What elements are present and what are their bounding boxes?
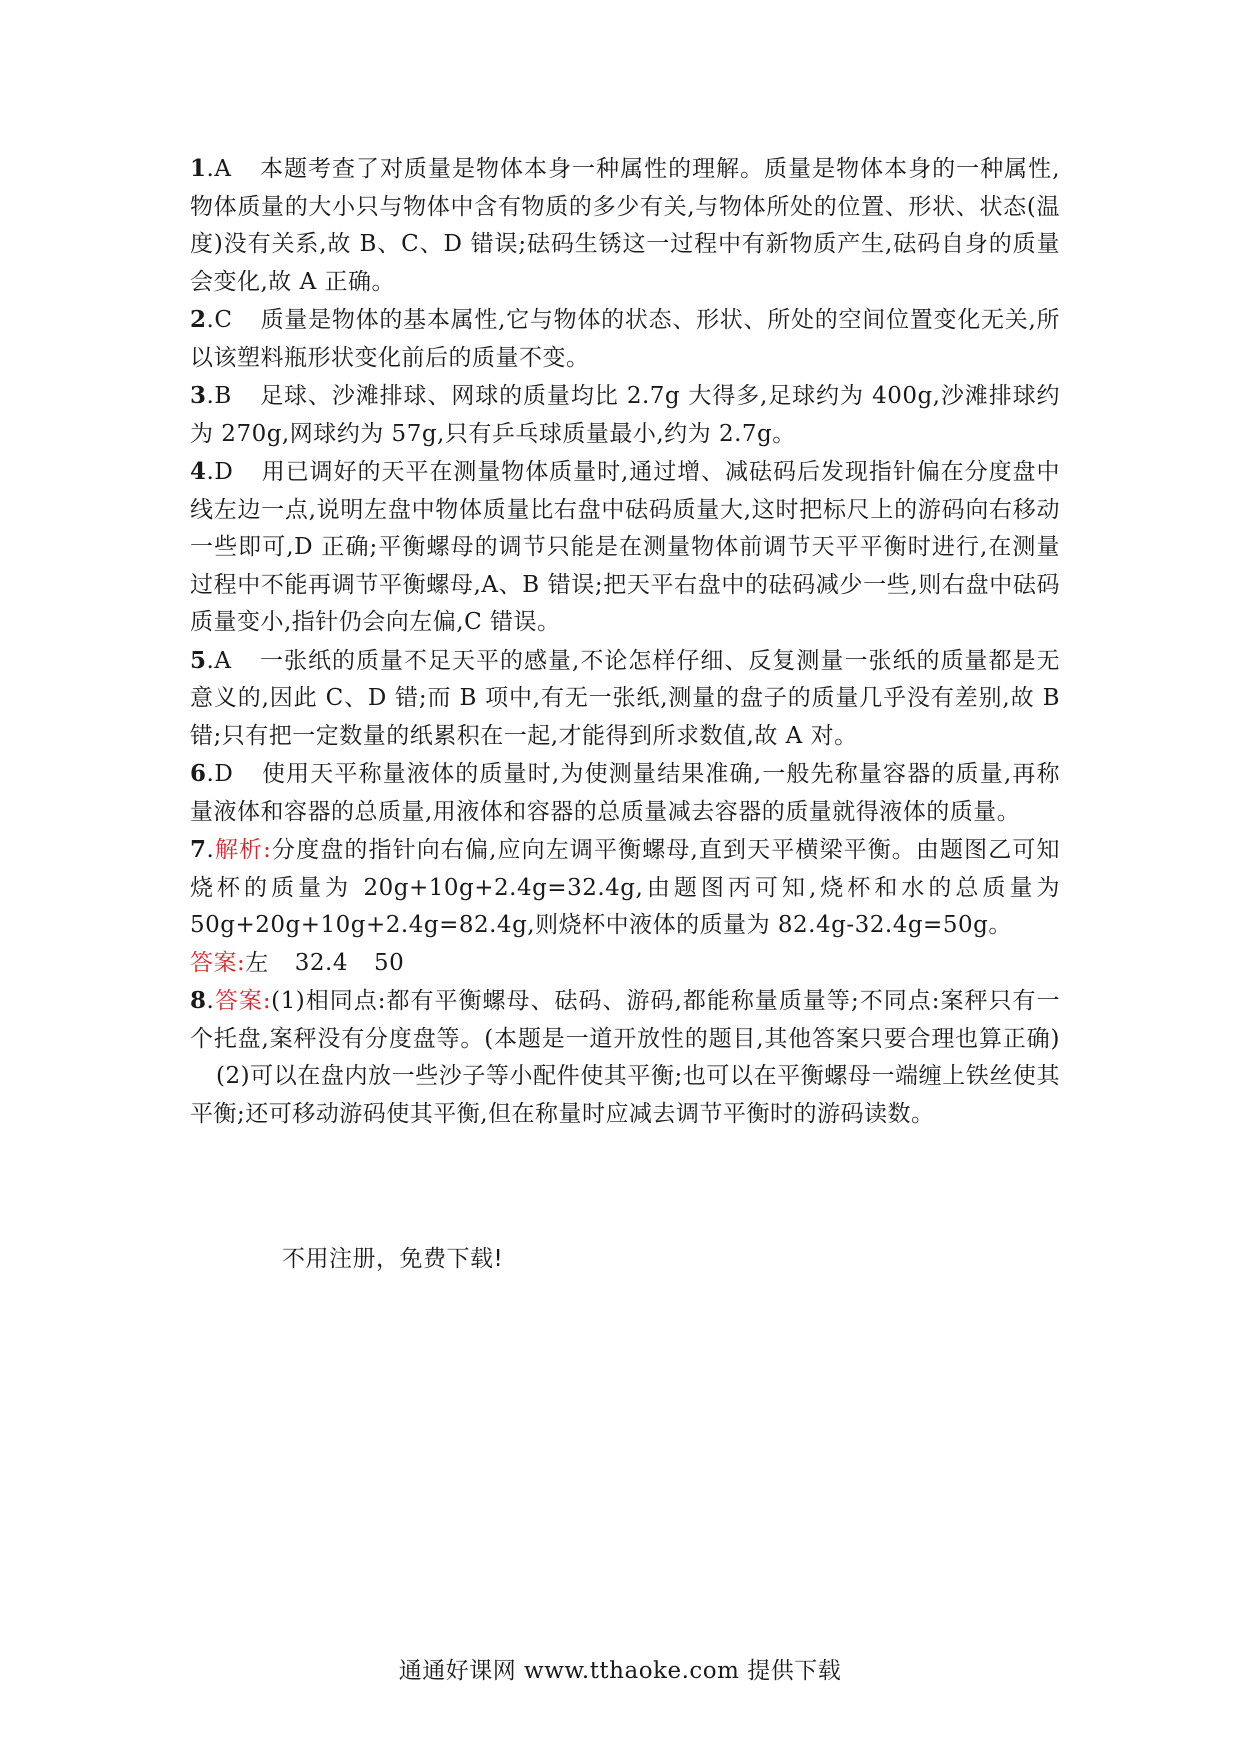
answer-list — [190, 150, 1060, 1133]
answer-item-8: 8.答案:(1)相同点:都有平衡螺母、砝码、游码,都能称量质量等;不同点:案秤只有一个托盘,案秤没有分度盘等。(本题是一道开放性的题目,其他答案只要合理也算正确)(2)可以在盘内放一些沙子等小配件使其平衡;也可以在平衡螺母一端缠上铁丝使其平衡;还可移动游码使其平衡,但在称量时应减去调节平衡时的游码读数。 — [190, 987, 1061, 1127]
item-explanation: 质量是物体的基本属性,它与物体的状态、形状、所处的空间位置变化无关,所以该塑料瓶形状变化前后的质量不变。 — [190, 307, 1060, 371]
page-footer: 通通好课网 www.tthaoke.com 提供下载 — [398, 1658, 842, 1684]
item-answer-letter: A — [214, 647, 232, 674]
free-download-notice: 不用注册，免费下载! — [282, 1246, 504, 1272]
answer-item-2: 2.C 质量是物体的基本属性,它与物体的状态、形状、所处的空间位置变化无关,所以该塑料瓶形状变化前后的质量不变。 — [190, 306, 1060, 371]
item-number: 4 — [190, 458, 207, 485]
item-explanation: 本题考查了对质量是物体本身一种属性的理解。质量是物体本身的一种属性,物体质量的大小只与物体中含有物质的多少有关,与物体所处的位置、形状、状态(温度)没有关系,故 B、C、D 错误;砝码生锈这一过程中有新物质产生,砝码自身的质量会变化,故 A 正确。 — [190, 156, 1060, 295]
item-number: 6 — [190, 760, 207, 787]
item-number: 2 — [190, 306, 207, 333]
item-answer-letter: D — [214, 761, 234, 787]
item-explanation: 一张纸的质量不足天平的感量,不论怎样仔细、反复测量一张纸的质量都是无意义的,因此 C、D 错;而 B 项中,有无一张纸,测量的盘子的质量几乎没有差别,故 B 错;只有把一定数量的纸累积在一起,才能得到所求数值,故 A 对。 — [190, 647, 1060, 749]
answer-label: 答案: — [190, 949, 246, 976]
item-explanation: 使用天平称量液体的质量时,为使测量结果准确,一般先称量容器的质量,再称量液体和容器的总质量,用液体和容器的总质量减去容器的质量就得液体的质量。 — [190, 761, 1060, 825]
answer-item-3: 3.B 足球、沙滩排球、网球的质量均比 2.7g 大得多,足球约为 400g,沙滩排球约为 270g,网球约为 57g,只有乒乓球质量最小,约为 2.7g。 — [190, 382, 1060, 447]
item-number: 8 — [190, 987, 207, 1014]
answer-item-6: 6.D 使用天平称量液体的质量时,为使测量结果准确,一般先称量容器的质量,再称量液体和容器的总质量,用液体和容器的总质量减去容器的质量就得液体的质量。 — [190, 760, 1060, 825]
item-number: 3 — [190, 382, 207, 409]
answer-label: 答案: — [214, 988, 272, 1014]
item-answer-letter: D — [214, 459, 234, 485]
item-explanation: 用已调好的天平在测量物体质量时,通过增、减砝码后发现指针偏在分度盘中线左边一点,说明左盘中物体质量比右盘中砝码质量大,这时把标尺上的游码向右移动一些即可,D 正确;平衡螺母的调节只能是在测量物体前调节天平平衡时进行,在测量过程中不能再调节平衡螺母,A、B 错误;把天平右盘中的砝码减少一些,则右盘中砝码质量变小,指针仍会向左偏,C 错误。 — [190, 459, 1060, 635]
answer-value-2: 32.4 — [294, 949, 348, 976]
item-number: 1 — [190, 155, 207, 182]
item-number: 7 — [190, 836, 207, 863]
answer-item-7-answers — [190, 945, 1060, 983]
item-explanation: 分度盘的指针向右偏,应向左调平衡螺母,直到天平横梁平衡。由题图乙可知烧杯的质量为 20g+10g+2.4g=32.4g,由题图丙可知,烧杯和水的总质量为 50g+20g+10g+2.4g=82.4g,则烧杯中液体的质量为 82.4g-32.4g=50g。 — [190, 837, 1061, 938]
item-number: 5 — [190, 646, 207, 674]
answer-item-1: 1.A 本题考查了对质量是物体本身一种属性的理解。质量是物体本身的一种属性,物体质量的大小只与物体中含有物质的多少有关,与物体所处的位置、形状、状态(温度)没有关系,故 B、C、D 错误;砝码生锈这一过程中有新物质产生,砝码自身的质量会变化,故 A 正确。 — [190, 155, 1060, 295]
answer-value-3: 50 — [373, 949, 405, 976]
answer-item-7: 7.解析:分度盘的指针向右偏,应向左调平衡螺母,直到天平横梁平衡。由题图乙可知烧杯的质量为 20g+10g+2.4g=32.4g,由题图丙可知,烧杯和水的总质量为 50g+20g+10g+2.4g=82.4g,则烧杯中液体的质量为 82.4g-32.4g=50g。 — [190, 836, 1061, 938]
answer-item-5: 5.A 一张纸的质量不足天平的感量,不论怎样仔细、反复测量一张纸的质量都是无意义的,因此 C、D 错;而 B 项中,有无一张纸,测量的盘子的质量几乎没有差别,故 B 错;只有把一定数量的纸累积在一起,才能得到所求数值,故 A 对。 — [190, 646, 1060, 749]
item-answer-letter: A — [214, 156, 232, 182]
item-answer-letter: C — [214, 307, 233, 333]
item-explanation: (1)相同点:都有平衡螺母、砝码、游码,都能称量质量等;不同点:案秤只有一个托盘,案秤没有分度盘等。(本题是一道开放性的题目,其他答案只要合理也算正确) — [190, 988, 1061, 1052]
item-answer-letter: B — [214, 383, 232, 409]
item-explanation: 足球、沙滩排球、网球的质量均比 2.7g 大得多,足球约为 400g,沙滩排球约为 270g,网球约为 57g,只有乒乓球质量最小,约为 2.7g。 — [190, 383, 1060, 447]
answer-value-1: 左 — [245, 949, 269, 976]
item-explanation-part2: (2)可以在盘内放一些沙子等小配件使其平衡;也可以在平衡螺母一端缠上铁丝使其平衡;还可移动游码使其平衡,但在称量时应减去调节平衡时的游码读数。 — [190, 1063, 1060, 1127]
analysis-label: 解析: — [214, 837, 272, 863]
answer-item-4: 4.D 用已调好的天平在测量物体质量时,通过增、减砝码后发现指针偏在分度盘中线左边一点,说明左盘中物体质量比右盘中砝码质量大,这时把标尺上的游码向右移动一些即可,D 正确;平衡螺母的调节只能是在测量物体前调节天平平衡时进行,在测量过程中不能再调节平衡螺母,A、B 错误;把天平右盘中的砝码减少一些,则右盘中砝码质量变小,指针仍会向左偏,C 错误。 — [190, 458, 1060, 635]
